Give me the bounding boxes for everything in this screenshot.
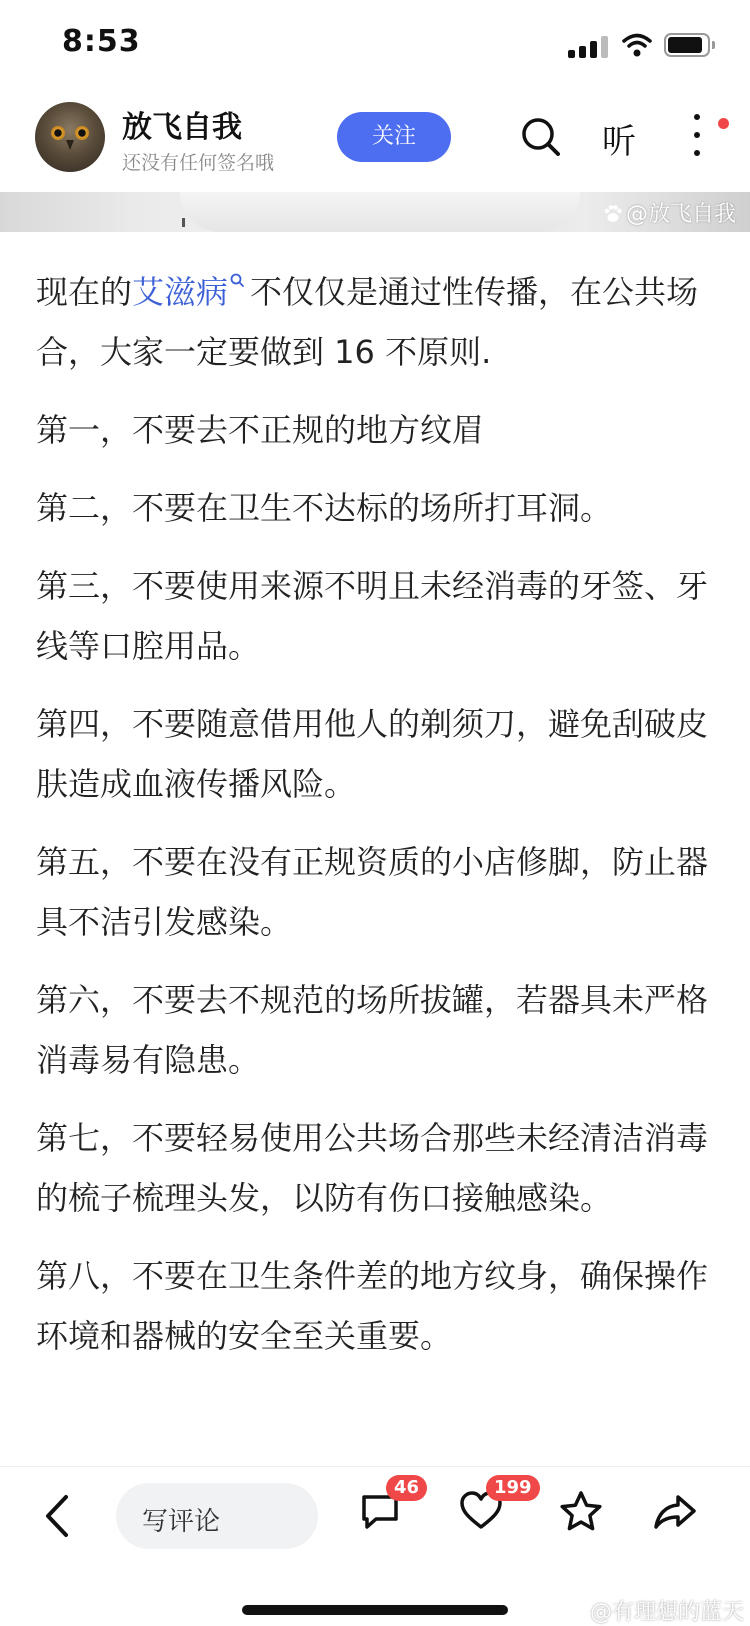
- status-icons: [568, 32, 718, 60]
- comment-placeholder: 写评论: [142, 1507, 221, 1537]
- battery-icon: [664, 33, 710, 57]
- status-time: 8:53: [62, 24, 141, 59]
- keyword-link[interactable]: 艾滋病: [132, 273, 229, 311]
- favorite-button[interactable]: [558, 1489, 618, 1549]
- more-icon[interactable]: [690, 114, 704, 158]
- author-signature: 还没有任何签名哦: [122, 152, 275, 174]
- article-body: [36, 262, 716, 1384]
- article-image[interactable]: [0, 192, 750, 232]
- article-paragraph: 第三，不要使用来源不明且未经消毒的牙签、牙线等口腔用品。: [36, 567, 709, 665]
- signal-icon: [568, 34, 610, 58]
- notification-dot: [718, 118, 729, 129]
- article-paragraph: 第二，不要在卫生不达标的场所打耳洞。: [36, 489, 613, 527]
- comments-button[interactable]: [358, 1477, 420, 1549]
- article-paragraph: 第五，不要在没有正规资质的小店修脚，防止器具不洁引发感染。: [36, 843, 709, 941]
- paw-icon: [603, 205, 623, 223]
- intro-after: 不仅仅是通过性传播，在公共场合，大家一定要做到 16 不原则.: [36, 273, 699, 371]
- author-header: [0, 92, 750, 192]
- bottom-action-bar: [0, 1466, 750, 1625]
- search-icon[interactable]: [520, 116, 562, 158]
- bottom-watermark-text: @有理想的蓝天: [589, 1600, 744, 1625]
- article-paragraph: 第八，不要在卫生条件差的地方纹身，确保操作环境和器械的安全至关重要。: [36, 1257, 709, 1355]
- intro-before: 现在的: [36, 273, 133, 311]
- status-bar: [0, 0, 750, 92]
- share-icon: [652, 1489, 698, 1535]
- home-indicator: [242, 1605, 508, 1615]
- image-watermark: [603, 197, 736, 228]
- repost-watermark: [565, 1595, 744, 1626]
- like-count-badge: 199: [486, 1475, 540, 1501]
- weibo-icon: [565, 1603, 587, 1621]
- listen-button[interactable]: 听: [602, 122, 636, 162]
- wifi-icon: [622, 32, 652, 58]
- article-paragraph: 第一，不要去不正规的地方纹眉: [36, 411, 485, 449]
- article-paragraph: 第六，不要去不规范的场所拔罐，若器具未严格消毒易有隐患。: [36, 981, 709, 1079]
- search-icon[interactable]: [230, 273, 244, 287]
- star-icon: [558, 1489, 604, 1535]
- comment-input[interactable]: [116, 1483, 318, 1549]
- follow-button[interactable]: 关注: [337, 112, 451, 162]
- comment-count-badge: 46: [386, 1475, 427, 1501]
- author-name[interactable]: 放飞自我: [122, 110, 242, 145]
- like-button[interactable]: [458, 1477, 532, 1549]
- avatar[interactable]: [35, 102, 105, 172]
- watermark-text: @放飞自我: [625, 202, 736, 227]
- article-paragraph: 第七，不要轻易使用公共场合那些未经清洁消毒的梳子梳理头发，以防有伤口接触感染。: [36, 1119, 709, 1217]
- back-icon[interactable]: [40, 1493, 72, 1539]
- share-button[interactable]: [652, 1489, 712, 1549]
- article-paragraph: 第四，不要随意借用他人的剃须刀，避免刮破皮肤造成血液传播风险。: [36, 705, 709, 803]
- article-intro: [36, 262, 716, 382]
